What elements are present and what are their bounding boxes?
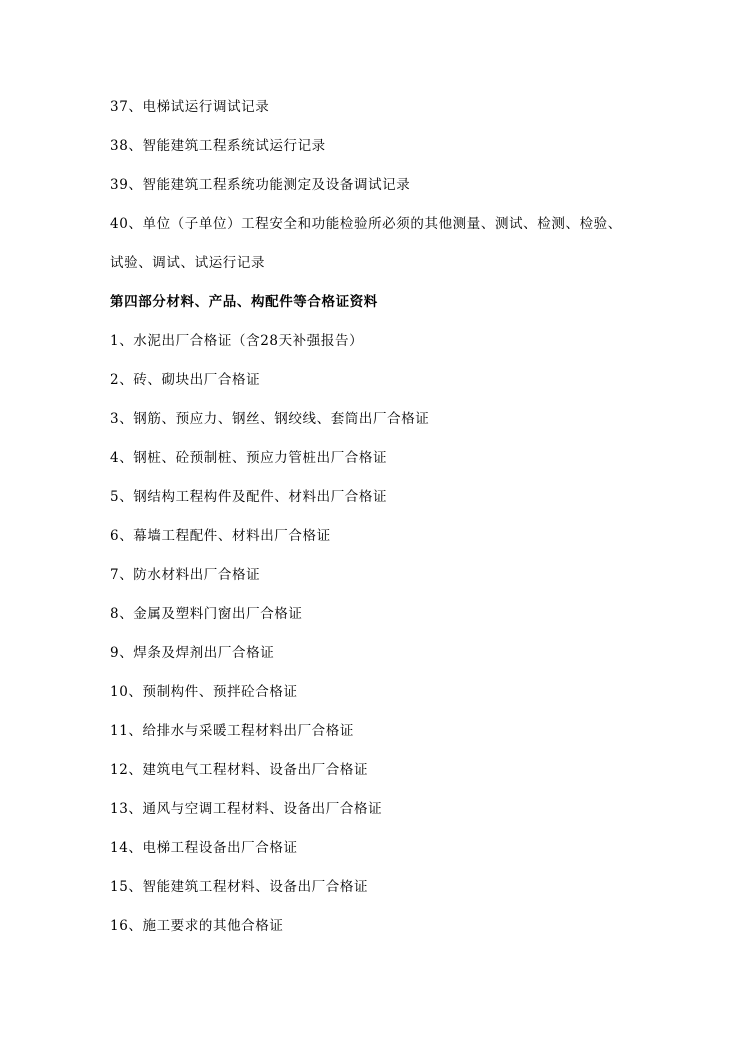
list-item-13: 13、通风与空调工程材料、设备出厂合格证: [110, 801, 383, 817]
list-item-15: 15、智能建筑工程材料、设备出厂合格证: [110, 879, 369, 895]
list-item-9: 9、焊条及焊剂出厂合格证: [110, 645, 275, 661]
list-item-16: 16、施工要求的其他合格证: [110, 918, 284, 934]
list-item-38: 38、智能建筑工程系统试运行记录: [110, 138, 326, 154]
list-item-3: 3、钢筋、预应力、钢丝、钢绞线、套筒出厂合格证: [110, 411, 430, 427]
list-item-39: 39、智能建筑工程系统功能测定及设备调试记录: [110, 177, 411, 193]
section-heading: 第四部分材料、产品、构配件等合格证资料: [110, 294, 378, 310]
list-item-12: 12、建筑电气工程材料、设备出厂合格证: [110, 762, 369, 778]
list-item-4: 4、钢桩、砼预制桩、预应力管桩出厂合格证: [110, 450, 388, 466]
list-item-7: 7、防水材料出厂合格证: [110, 567, 261, 583]
list-item-10: 10、预制构件、预拌砼合格证: [110, 684, 298, 700]
list-item-40-continued: 试验、调试、试运行记录: [110, 255, 266, 271]
list-item-8: 8、金属及塑料门窗出厂合格证: [110, 606, 303, 622]
list-item-40: 40、单位（子单位）工程安全和功能检验所必须的其他测量、测试、检测、检验、: [110, 216, 622, 232]
list-item-5: 5、钢结构工程构件及配件、材料出厂合格证: [110, 489, 388, 505]
list-item-11: 11、给排水与采暖工程材料出厂合格证: [110, 723, 354, 739]
list-item-6: 6、幕墙工程配件、材料出厂合格证: [110, 528, 331, 544]
list-item-2: 2、砖、砌块出厂合格证: [110, 372, 261, 388]
list-item-37: 37、电梯试运行调试记录: [110, 99, 270, 115]
list-item-14: 14、电梯工程设备出厂合格证: [110, 840, 298, 856]
list-item-1: 1、水泥出厂合格证（含28天补强报告）: [110, 333, 364, 349]
